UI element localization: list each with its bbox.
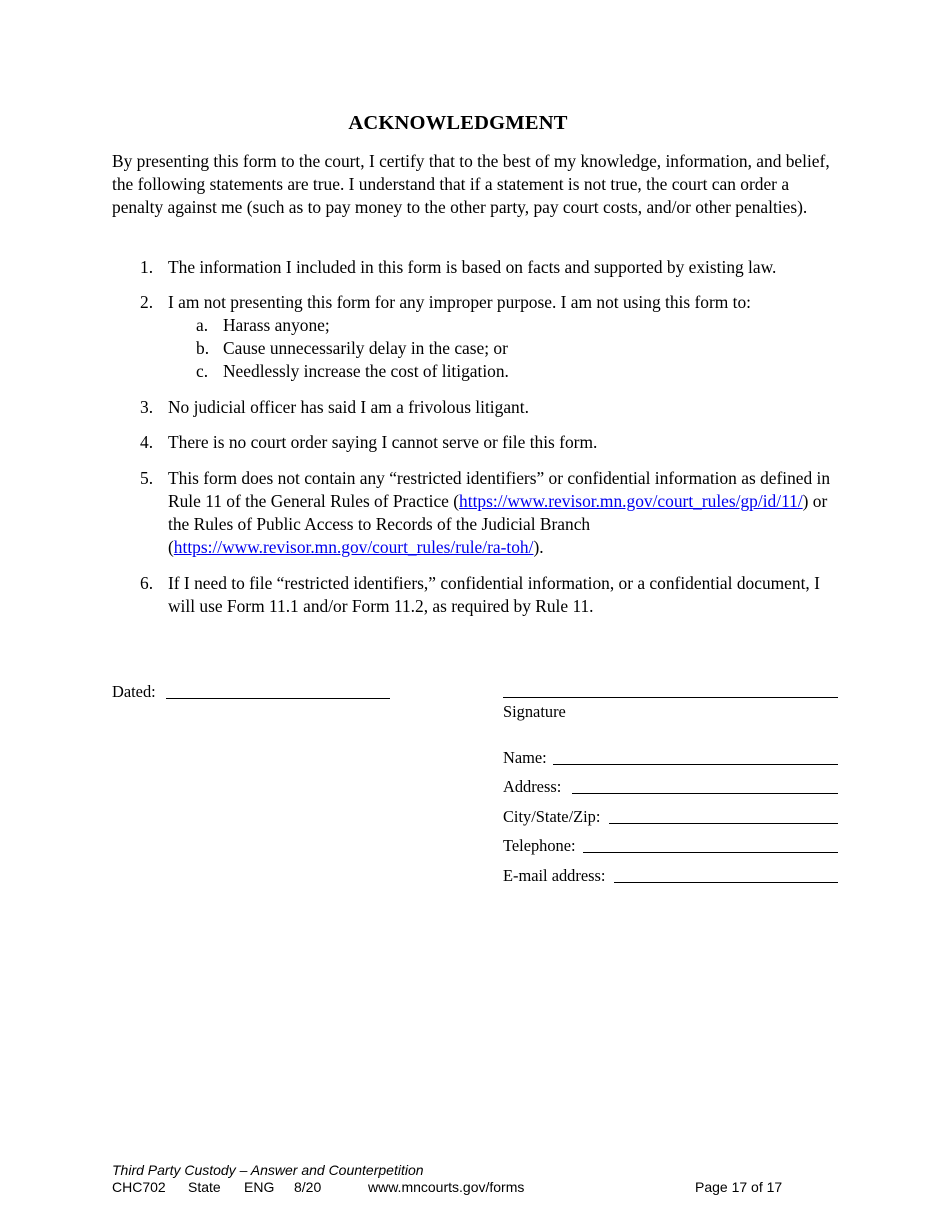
email-label: E-mail address:: [503, 866, 606, 885]
signature-field[interactable]: [503, 697, 838, 698]
dated-label: Dated:: [112, 682, 156, 701]
telephone-label: Telephone:: [503, 836, 576, 855]
sub-item-text: Harass anyone;: [223, 315, 330, 335]
city-state-zip-label: City/State/Zip:: [503, 807, 601, 826]
public-access-rules-link[interactable]: https://www.revisor.mn.gov/court_rules/rule/ra-toh/: [173, 537, 534, 557]
footer-revision: 8/20: [294, 1179, 322, 1195]
footer-form-title: Third Party Custody – Answer and Counterpetition: [112, 1162, 424, 1178]
sub-item-letter: b.: [196, 338, 210, 358]
footer-form-code: CHC702: [112, 1179, 166, 1195]
item-text-part: .: [539, 537, 544, 557]
address-field[interactable]: [572, 793, 838, 794]
item-text: There is no court order saying I cannot serve or file this form.: [168, 432, 598, 452]
page-title: ACKNOWLEDGMENT: [348, 112, 568, 134]
telephone-field[interactable]: [583, 852, 838, 853]
item-text: This form does not contain any “restricted identifiers” or confidential information as defined in Rule 11 of the General Rules of Practice (https://www.revisor.mn.gov/court_rules/gp/id/11/) or the Rules of Public Access to Records of the Judicial Branch (https://www.revisor.mn.gov/court_rules/rule/ra-toh/).: [168, 468, 831, 557]
signature-label: Signature: [503, 702, 566, 721]
item-text-part: This form does not contain any “restricted identifiers” or confidential information as defined in Rule 11 of the General Rules of Practice: [168, 468, 831, 511]
general-rules-link[interactable]: https://www.revisor.mn.gov/court_rules/gp/id/11/: [459, 491, 803, 511]
name-label: Name:: [503, 748, 547, 767]
item-number: 3.: [140, 397, 154, 417]
footer-page-number: Page 17 of 17: [695, 1179, 783, 1195]
sub-item-letter: a.: [196, 315, 209, 335]
item-number: 6.: [140, 573, 154, 593]
item-number: 4.: [140, 432, 154, 452]
intro-paragraph: By presenting this form to the court, I certify that to the best of my knowledge, information, and belief, the following statements are true. I understand that if a statement is not true, the court can order a penalty against me (such as to pay money to the other party, pay court costs, and/or other penalties).: [112, 151, 830, 217]
footer-jurisdiction: State: [188, 1179, 221, 1195]
item-text: I am not presenting this form for any improper purpose. I am not using this form to:: [168, 292, 751, 312]
city-state-zip-field[interactable]: [609, 823, 838, 824]
email-field[interactable]: [614, 882, 838, 883]
item-text: No judicial officer has said I am a frivolous litigant.: [168, 397, 529, 417]
footer-language: ENG: [244, 1179, 275, 1195]
item-text: If I need to file “restricted identifiers,” confidential information, or a confidential document, I will use Form 11.1 and/or Form 11.2, as required by Rule 11.: [168, 573, 820, 616]
dated-field[interactable]: [166, 698, 390, 699]
item-number: 1.: [140, 257, 154, 277]
sub-item-text: Needlessly increase the cost of litigation.: [223, 361, 509, 381]
sub-item-text: Cause unnecessarily delay in the case; or: [223, 338, 508, 358]
item-number: 2.: [140, 292, 154, 312]
item-text-part: or the Rules of Public Access to Records of the Judicial Branch: [168, 491, 828, 534]
item-number: 5.: [140, 468, 154, 488]
address-label: Address:: [503, 777, 562, 796]
name-field[interactable]: [553, 764, 838, 765]
item-text: The information I included in this form is based on facts and supported by existing law.: [168, 257, 777, 277]
sub-item-letter: c.: [196, 361, 209, 381]
footer-website: www.mncourts.gov/forms: [368, 1179, 525, 1195]
